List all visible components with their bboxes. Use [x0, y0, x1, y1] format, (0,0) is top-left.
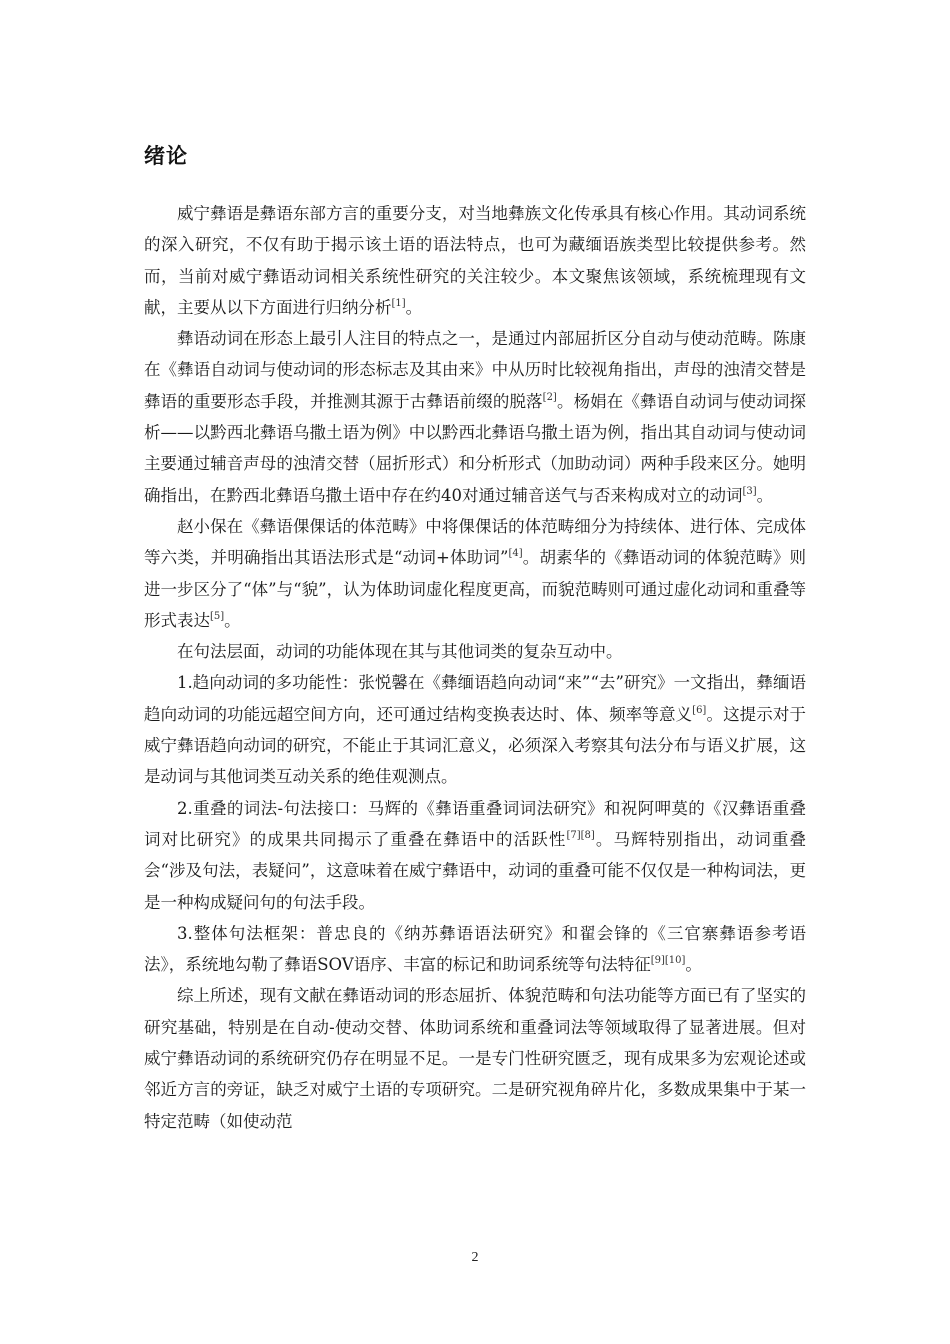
paragraph-text: 。 — [685, 955, 702, 975]
paragraph-text: 。 — [224, 610, 241, 630]
paragraph-text: 赵小保在《彝语倮倮话的体范畴》中将倮倮话的体范畴细分为持续体、进行体、完成体等六类，并明确指出其语法形式是“动词+体助词” — [144, 516, 806, 568]
paragraph-text: 。胡素华的《彝语动词的体貌范畴》则进一步区分了“体”与“貌”，认为体助词虚化程度更高，而貌范畴则可通过虚化动词和重叠等形式表达 — [144, 548, 806, 630]
paragraph — [144, 198, 806, 323]
paragraph — [144, 667, 806, 792]
citation-marker: [5] — [210, 610, 225, 622]
section-heading: 绪论 — [144, 144, 188, 168]
page-number: 2 — [471, 1250, 479, 1265]
paragraph-text: 2.重叠的词法-句法接口：马辉的《彝语重叠词词法研究》和祝阿呷莫的《汉彝语重叠词对比研究》的成果共同揭示了重叠在彝语中的活跃性 — [144, 798, 806, 849]
paragraph-text: 在句法层面，动词的功能体现在其与其他词类的复杂互动中。 — [177, 642, 623, 662]
paragraph-text: 威宁彝语是彝语东部方言的重要分支，对当地彝族文化传承具有核心作用。其动词系统的深入研究，不仅有助于揭示该土语的语法特点，也可为藏缅语族类型比较提供参考。然而，当前对威宁彝语动词相关系统性研究的关注较少。本文聚焦该领域，系统梳理现有文献，主要从以下方面进行归纳分析 — [144, 204, 806, 317]
citation-marker: [7][8] — [566, 829, 595, 841]
paragraph — [144, 793, 806, 918]
paragraph-text: 综上所述，现有文献在彝语动词的形态屈折、体貌范畴和句法功能等方面已有了坚实的研究基础，特别是在自动-使动交替、体助词系统和重叠词法等领域取得了显著进展。但对威宁彝语动词的系统研究仍存在明显不足。一是专门性研究匮乏，现有成果多为宏观论述或邻近方言的旁证，缺乏对威宁土语的专项研究。二是研究视角碎片化，多数成果集中于某一特定范畴（如使动范 — [144, 986, 806, 1131]
citation-marker: [3] — [742, 485, 757, 497]
paragraph — [144, 323, 806, 511]
citation-marker: [1] — [391, 297, 406, 309]
citation-marker: [4] — [508, 548, 523, 560]
paragraph-text: 3.整体句法框架：普忠良的《纳苏彝语语法研究》和翟会锋的《三官寨彝语参考语法》，系统地勾勒了彝语SOV语序、丰富的标记和助词系统等句法特征 — [144, 923, 806, 975]
paragraph-text: 1.趋向动词的多功能性：张悦馨在《彝缅语趋向动词“来”“去”研究》一文指出，彝缅语趋向动词的功能远超空间方向，还可通过结构变换表达时、体、频率等意义 — [144, 673, 806, 724]
paragraph — [144, 918, 806, 981]
citation-marker: [9][10] — [650, 955, 686, 967]
citation-marker: [2] — [542, 391, 557, 403]
paragraph — [144, 511, 806, 636]
paragraph — [144, 636, 806, 667]
paragraph-text: 。 — [756, 485, 774, 505]
body-text — [144, 198, 806, 1137]
paragraph-text: 彝语动词在形态上最引人注目的特点之一，是通过内部屈折区分自动与使动范畴。陈康在《彝语自动词与使动词的形态标志及其由来》中从历时比较视角指出，声母的浊清交替是彝语的重要形态手段，并推测其源于古彝语前缀的脱落 — [144, 329, 806, 411]
paragraph — [144, 980, 806, 1136]
citation-marker: [6] — [692, 704, 707, 716]
paragraph-text: 。马辉特别指出，动词重叠会“涉及句法，表疑问”，这意味着在威宁彝语中，动词的重叠可能不仅仅是一种构词法，更是一种构成疑问句的句法手段。 — [144, 829, 806, 912]
paragraph-text: 。这提示对于威宁彝语趋向动词的研究，不能止于其词汇意义，必须深入考察其句法分布与语义扩展，这是动词与其他词类互动关系的绝佳观测点。 — [144, 704, 807, 787]
paragraph-text: 。杨娟在《彝语自动词与使动词探析——以黔西北彝语乌撒土语为例》中以黔西北彝语乌撒土语为例，指出其自动词与使动词主要通过辅音声母的浊清交替（屈折形式）和分析形式（加助动词）两种手段来区分。她明确指出，在黔西北彝语乌撒土语中存在约40对通过辅音送气与否来构成对立的动词 — [144, 391, 807, 505]
paragraph-text: 。 — [405, 297, 423, 317]
